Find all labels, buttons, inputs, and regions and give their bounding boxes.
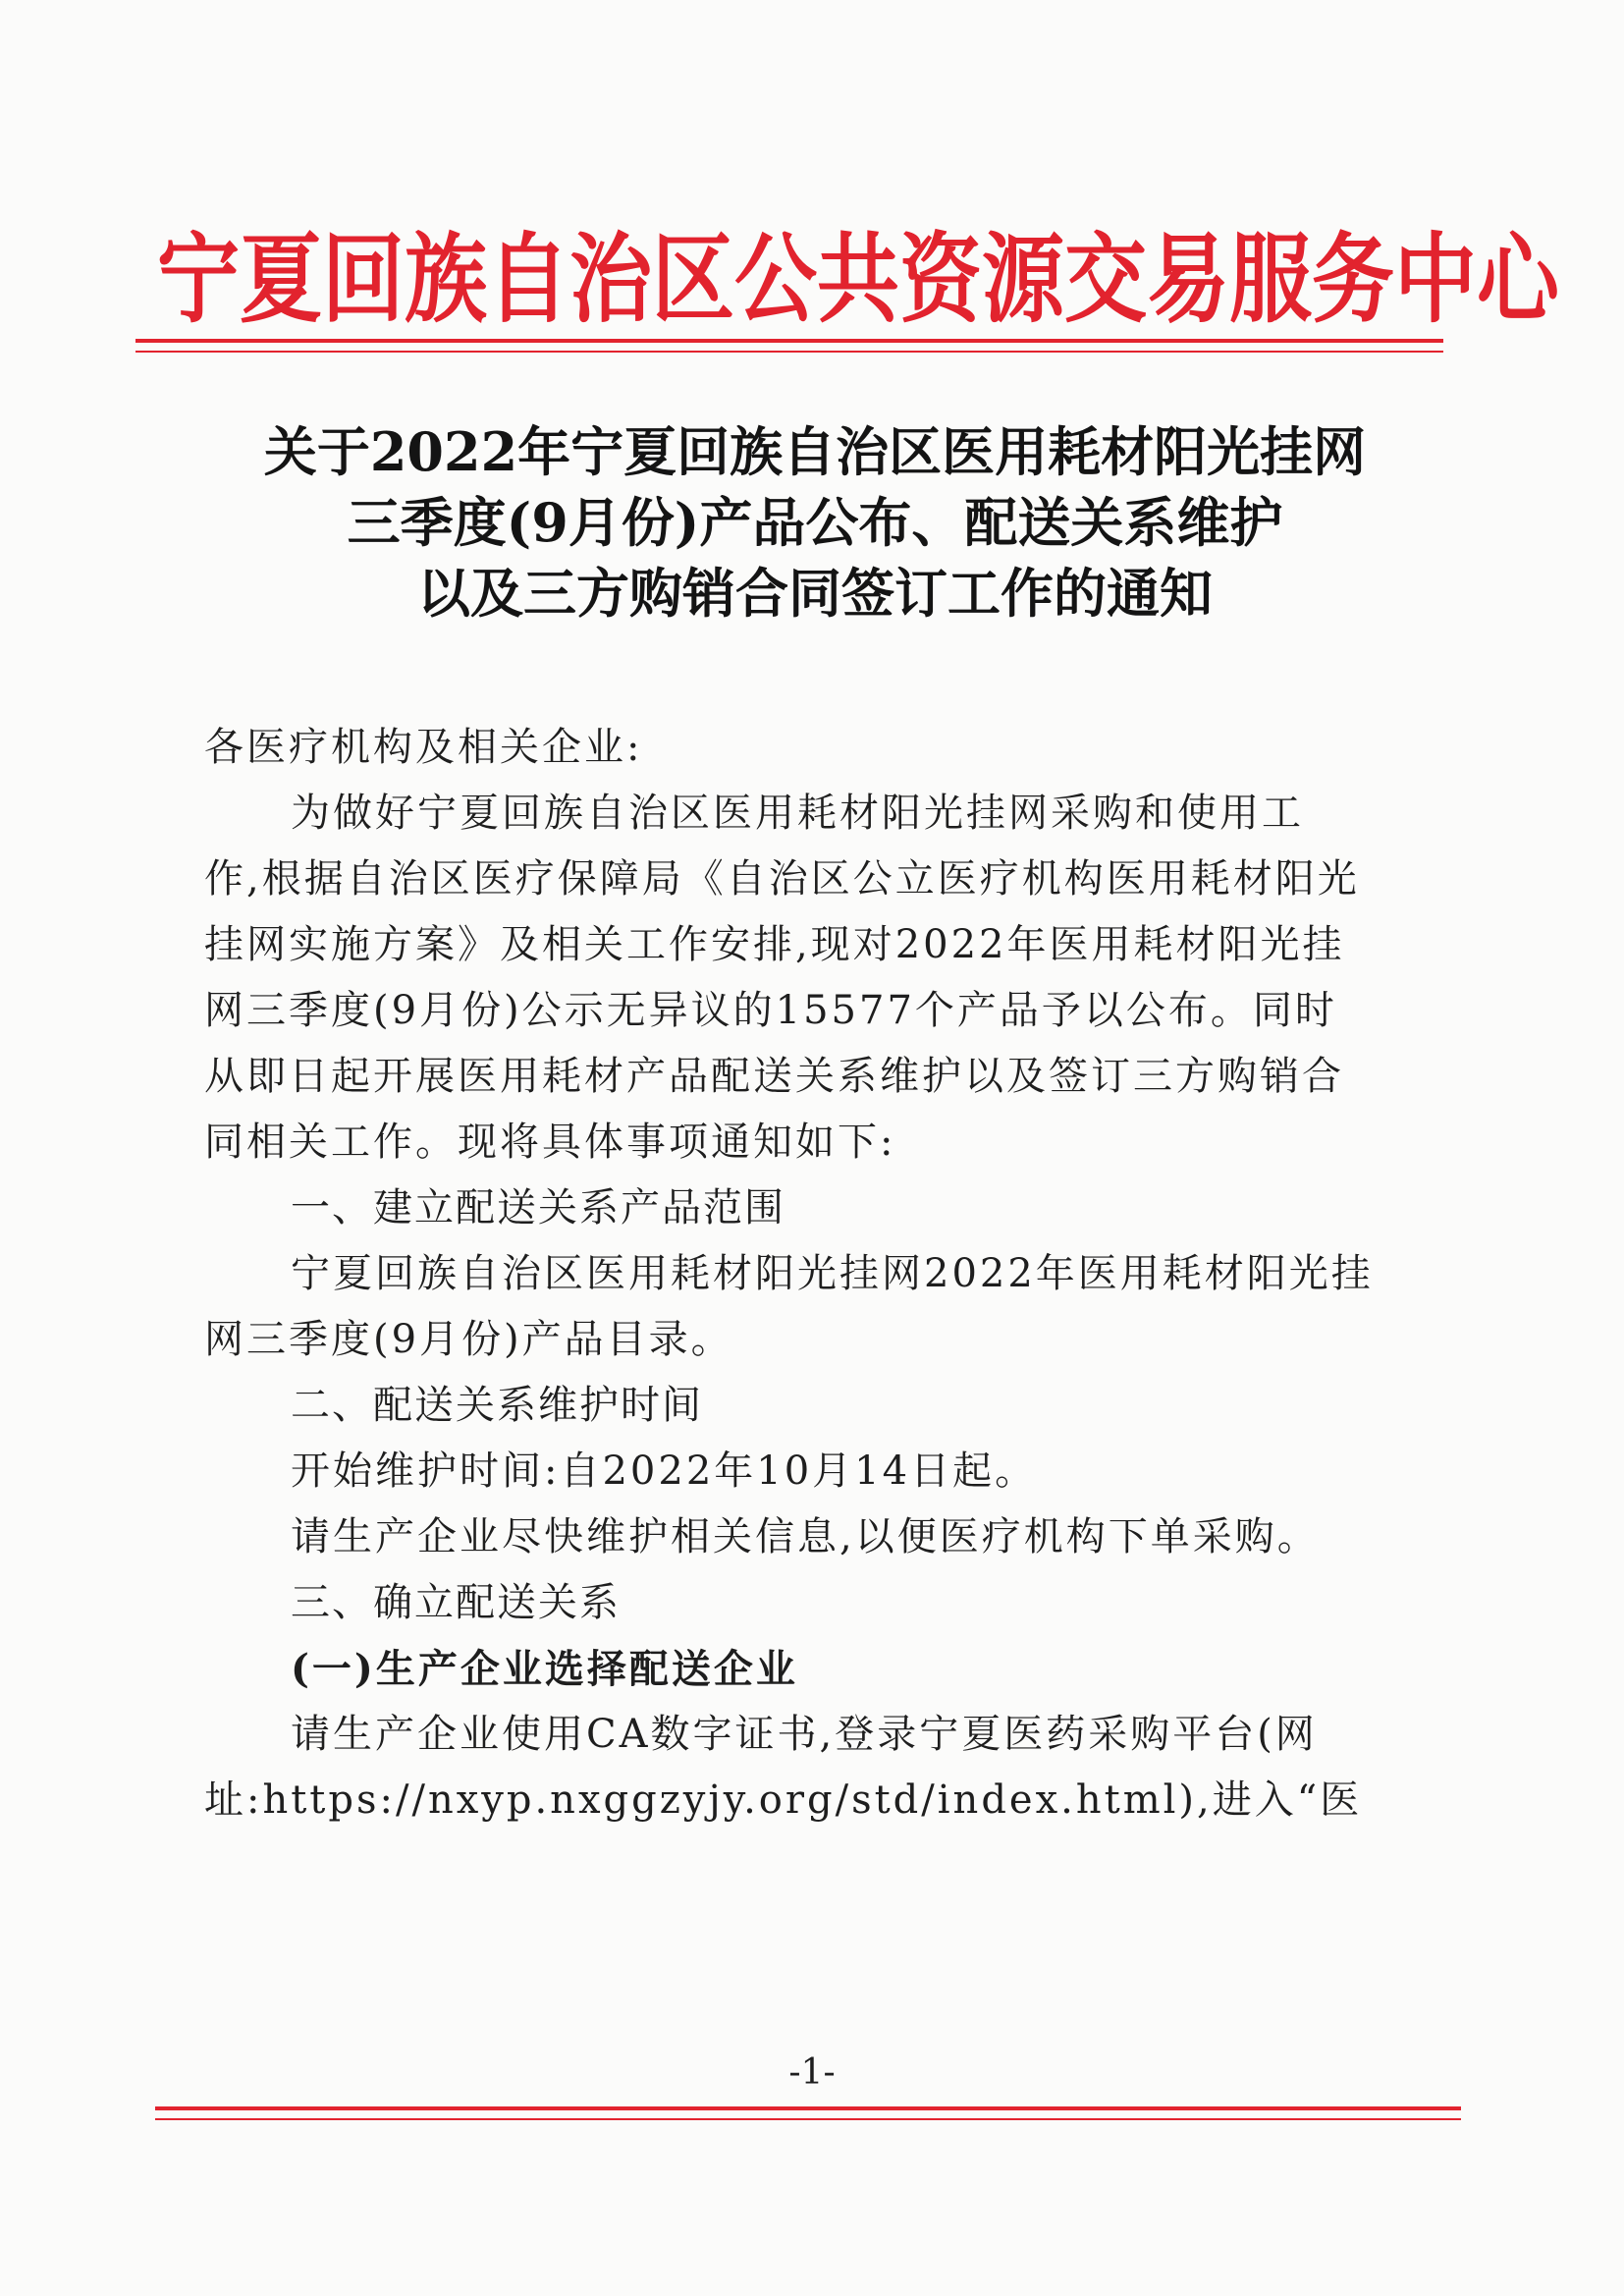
section-2-line-2: 请生产企业尽快维护相关信息,以便医疗机构下单采购。 <box>291 1514 1320 1559</box>
section-2-line-1: 开始维护时间:自2022年10月14日起。 <box>291 1449 1038 1494</box>
section-1-heading: 一、建立配送关系产品范围 <box>291 1185 785 1230</box>
page-number: -1- <box>788 2052 836 2093</box>
title-line-3: 以及三方购销合同签订工作的通知 <box>417 562 1213 625</box>
masthead-rule-thick <box>135 339 1443 343</box>
title-line-1: 关于2022年宁夏回族自治区医用耗材阳光挂网 <box>263 420 1367 483</box>
footer-rule-thin <box>155 2118 1461 2120</box>
intro-line-2: 作,根据自治区医疗保障局《自治区公立医疗机构医用耗材阳光 <box>204 856 1360 902</box>
section-3-line-1: 请生产企业使用CA数字证书,登录宁夏医药采购平台(网 <box>291 1712 1318 1757</box>
intro-line-5: 从即日起开展医用耗材产品配送关系维护以及签订三方购销合 <box>204 1054 1344 1099</box>
section-1-line-2: 网三季度(9月份)产品目录。 <box>204 1317 733 1362</box>
intro-line-4: 网三季度(9月份)公示无异议的15577个产品予以公布。同时 <box>204 988 1337 1033</box>
notice-title <box>137 416 1492 629</box>
section-1-line-1: 宁夏回族自治区医用耗材阳光挂网2022年医用耗材阳光挂 <box>291 1251 1374 1296</box>
intro-line-3: 挂网实施方案》及相关工作安排,现对2022年医用耗材阳光挂 <box>204 922 1345 967</box>
salutation: 各医疗机构及相关企业: <box>204 725 643 770</box>
title-line-2: 三季度(9月份)产品公布、配送关系维护 <box>347 491 1283 554</box>
section-3-line-2: 址:https://nxyp.nxggzyjy.org/std/index.html),进入“医 <box>204 1777 1363 1823</box>
section-3-heading: 三、确立配送关系 <box>291 1580 621 1625</box>
masthead-rule-thin <box>135 351 1443 353</box>
intro-line-6: 同相关工作。现将具体事项通知如下: <box>204 1120 896 1165</box>
masthead-title: 宁夏回族自治区公共资源交易服务中心 <box>157 221 1560 336</box>
intro-line-1: 为做好宁夏回族自治区医用耗材阳光挂网采购和使用工 <box>291 791 1304 836</box>
section-3-subheading: (一)生产企业选择配送企业 <box>291 1646 798 1692</box>
footer-rule-thick <box>155 2106 1461 2110</box>
section-2-heading: 二、配送关系维护时间 <box>291 1383 703 1428</box>
notice-body <box>204 715 1404 1833</box>
